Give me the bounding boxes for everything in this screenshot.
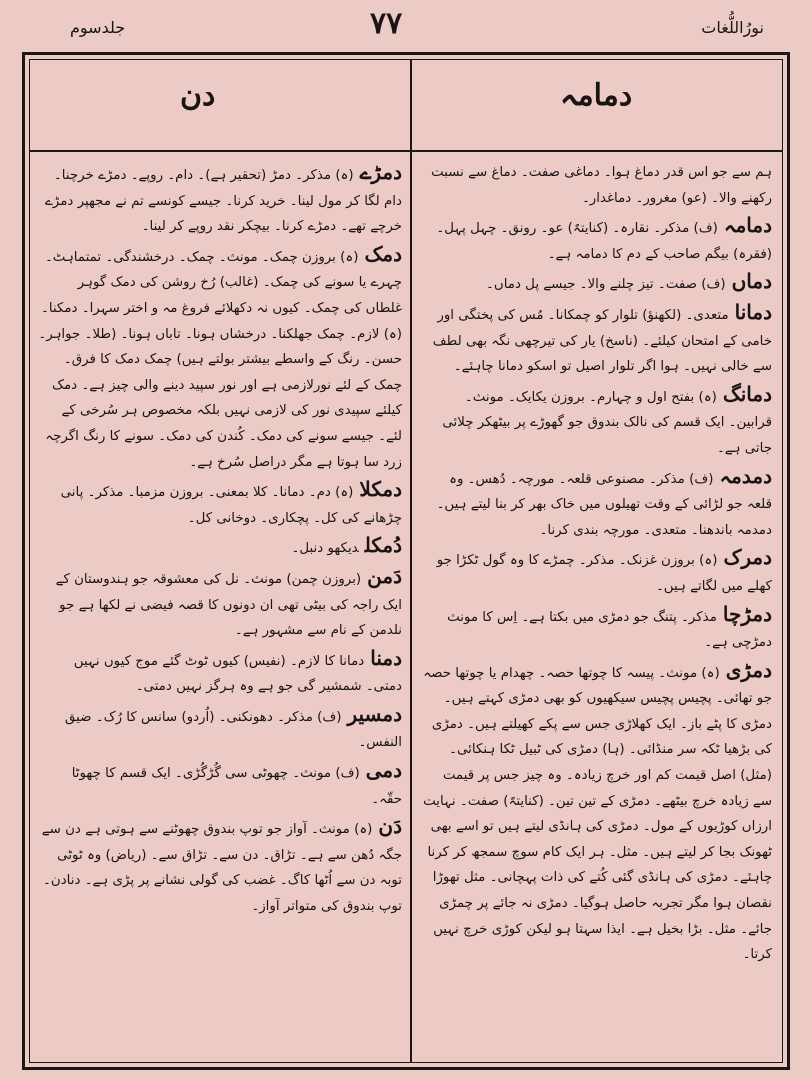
entry-text: (ف) مونث۔ چھوٹی سی گُڑگُڑی۔ ایک قسم کا چھوٹا حقّہ۔ xyxy=(71,766,402,807)
dictionary-entry xyxy=(38,160,402,240)
dictionary-entry xyxy=(38,242,402,475)
entry-text: (ہ) مذکر۔ دمڑ (تحقیر ہے)۔ دام۔ روپے۔ دمڑے خرچنا۔ دام لگا کر مول لینا۔ خرید کرنا۔ جیسے کونسے تم نے مجھپر دمڑے خرچے تھے۔ دمڑے کرنا۔ بیچکر نقد روپے کر لینا۔ xyxy=(44,168,402,235)
entry-text: مذکر۔ پتنگ جو دمڑی میں بکتا ہے۔ اِس کا مونث دمڑچی ہے۔ xyxy=(447,609,772,651)
entry-headword: دُمکل xyxy=(364,533,402,558)
dictionary-entry xyxy=(422,300,772,380)
entry-text: ہم سے جو اس قدر دماغ ہوا۔ دماغی صفت۔ دماغ سے نسبت رکھنے والا۔ (عو) مغرور۔ دماغدار۔ xyxy=(431,165,772,206)
column-headings xyxy=(30,60,782,152)
dictionary-entry xyxy=(422,160,772,211)
entry-text: (ف) مذکر۔ مصنوعی قلعہ۔ مورچہ۔ دُھس۔ وہ قلعہ جو لڑائی کے وقت تھیلوں میں خاک بھر کر بنا لیتے ہیں۔ دمدمہ باندھنا۔ متعدی۔ مورچہ بندی کرنا۔ xyxy=(436,471,772,538)
entry-headword: دمک xyxy=(364,241,402,266)
dictionary-entry xyxy=(422,213,772,267)
entry-headword: دمامہ xyxy=(723,213,772,238)
running-head xyxy=(0,6,812,46)
entry-text: (بروزن چمن) مونث۔ نل کی معشوقہ جو ہندوستان کے ایک راجہ کی بیٹی تھی ان دونوں کا قصہ فیضی نے لکھا ہے جو نلدمن کے نام سے مشہور ہے۔ xyxy=(55,571,402,639)
entry-headword: دمنا xyxy=(370,645,402,670)
dictionary-entry xyxy=(422,464,772,544)
entry-headword: دمانگ xyxy=(722,381,772,406)
entry-headword: دمی xyxy=(365,758,402,783)
entry-text: (ہ) مونث۔ پیسہ کا چوتھا حصہ۔ چھدام یا چوتھا حصہ جو تھائی۔ پچیس پچیس سیکھیوں کو بھی دمڑی کہتے ہیں۔ دمڑی کا پٹے باز۔ ایک کھلاڑی جس سے پکے کھیلتے ہیں۔ دمڑی کی بڑھیا ٹکہ سر منڈائی۔ (ہا) دمڑی کی ٹبیل ٹکا ہنکائی۔ (مثل) اصل قیمت کم اور خرچ زیادہ۔ وہ چیز جس پر قیمت سے زیادہ خرچ بیٹھے۔ دمڑی کے تین تین۔ (کنایتہً) صفت۔ نہایت ارزاں کوڑیوں کے مول۔ دمڑی کی ہانڈی لیتے ہیں تو اسے بھی ٹھونک بجا کر لیتے ہیں۔ مثل۔ ہر ایک کام سوچ سمجھ کر کرنا چاہئے۔ دمڑی کی ہانڈی گئی کُتے کی ذات پہچانی۔ مثل تھوڑا نقصان ہوا مگر تجربہ حاصل ہوگیا۔ دمڑی نہ جائے پر چمڑی جائے۔ مثل۔ بڑا بخیل ہے۔ ایذا سہتا ہو لیکن کوڑی خرچ نہیں کرتا۔ xyxy=(423,665,772,963)
entry-headword: دَن xyxy=(378,814,402,839)
right-column-heading: دمامہ xyxy=(560,78,633,113)
entry-text: (ہ) مونث۔ آواز جو توپ بندوق چھوٹنے سے ہوتی ہے دن سے جگہ دُھن سے ہے۔ تڑاق۔ دن سے۔ تڑاق سے۔ (ریاض) وہ ٹوٹی توبہ دن سے اُٹھا کاگ۔ غضب کی گولی نشانے پر پڑی ہے۔ دنادن۔ توپ بندوق کی متواتر آواز۔ xyxy=(41,822,402,915)
entry-text: متعدی۔ (لکھنؤ) تلوار کو چمکانا۔ مُس کی پختگی اور خامی کے امتحان کیلئے۔ (ناسخ) یار کی تیرچھی نگہ بھی لطف سے خالی نہیں۔ ہوا اگر تلوار اصیل تو اسکو دمانا چاہئے۔ xyxy=(432,307,772,375)
entry-text: (ف) صفت۔ تیز چلنے والا۔ جیسے پل دماں۔ xyxy=(486,277,726,293)
left-column-heading: دن xyxy=(180,78,216,113)
volume-label: جلدسوم xyxy=(70,18,126,37)
entry-text: دمانا کا لازم۔ (نفیس) کیوں ٹوٹ گئے موج کیوں نہیں دمتی۔ شمشیر گی جو ہے وہ ہرگز نہیں دمتی۔ xyxy=(73,653,402,695)
entry-text: (ہ) دم۔ دمانا۔ کلا بمعنی۔ بروزن مزمبا۔ مذکر۔ پانی چڑھانے کی کل۔ پچکاری۔ دوخانی کل۔ xyxy=(60,485,402,526)
entry-text: (ف) مذکر۔ دھونکنی۔ (اُردو) سانس کا رُک۔ ضیق النفس۔ xyxy=(64,709,402,751)
entry-text: (ہ) بروزن غزنک۔ مذکر۔ چمڑے کا وہ گول ٹکڑا جو کھلے میں لگاتے ہیں۔ xyxy=(436,553,772,594)
dictionary-entry xyxy=(38,814,402,919)
entry-headword: دَمن xyxy=(367,563,402,588)
page-frame xyxy=(22,52,790,1070)
entry-headword: دمڑچا xyxy=(722,601,772,626)
dictionary-entry xyxy=(38,758,402,812)
entry-headword: دمرک xyxy=(723,545,772,570)
entry-headword: دمانا xyxy=(734,299,772,324)
entry-text: دیکھو دنبل۔ xyxy=(291,541,359,557)
entry-text: (ہ) بروزن چمک۔ مونث۔ چمک۔ درخشندگی۔ تمتماہٹ۔ چہرے یا سونے کی چمک۔ (غالب) رُخ روشن کی دمک گوہر غلطاں کی چمک۔ کیوں نہ دکھلائے فروغ مہ و اختر سہرا۔ دمکنا۔ (ہ) لازم۔ چمک جھلکنا۔ درخشاں ہونا۔ تاباں ہونا۔ (طلا۔ جواہر۔ حسن۔ رنگ کے واسطے بیشتر بولتے ہیں) چمک دمک کا فرق۔ چمک کے لئے نورلازمی ہے اور نور سپید دینے والی چیز ہے۔ دمک کیلئے سپیدی نور کی لازمی نہیں بلکہ مخصوص ہر سُرخی کے لئے۔ جیسے سونے کی دمک۔ کُندن کی دمک۔ سونے کا رنگ اگرچہ زرد سا ہوتا ہے مگر دراصل سُرخ ہے۔ xyxy=(38,249,402,470)
dictionary-entry xyxy=(38,646,402,700)
dictionary-entry xyxy=(422,545,772,599)
page-frame-inner xyxy=(29,59,783,1063)
entry-headword: دمڑی xyxy=(725,657,772,682)
entry-headword: دمڑے xyxy=(359,160,402,184)
left-column xyxy=(38,160,402,1054)
dictionary-entry xyxy=(422,602,772,656)
dictionary-entry xyxy=(422,269,772,298)
column-divider xyxy=(410,60,412,1062)
right-column xyxy=(422,160,772,1054)
dictionary-entry xyxy=(38,477,402,531)
dictionary-entry xyxy=(38,533,402,562)
dictionary-entry xyxy=(38,564,402,644)
entry-headword: دماں xyxy=(731,269,772,294)
entry-headword: دمسیر xyxy=(347,701,402,726)
entry-text: (ہ) بفتح اول و چہارم۔ بروزن یکایک۔ مونث۔ قرابین۔ ایک قسم کی نالک بندوق جو گھوڑے پر بیٹھکر چلائی جاتی ہے۔ xyxy=(442,389,772,456)
dictionary-entry xyxy=(422,658,772,968)
page-number: ۷۷ xyxy=(370,6,403,41)
entry-headword: دمکلا xyxy=(359,477,402,502)
entry-text: (ف) مذکر۔ نقارہ۔ (کنایتہً) عو۔ رونق۔ چہل پہل۔ (فقرہ) بیگم صاحب کے دم کا دمامہ ہے۔ xyxy=(436,221,772,262)
dictionary-entry xyxy=(422,382,772,462)
book-title: نورُاللُّغات xyxy=(701,18,764,37)
dictionary-entry xyxy=(38,702,402,756)
entry-headword: دمدمہ xyxy=(719,463,772,488)
